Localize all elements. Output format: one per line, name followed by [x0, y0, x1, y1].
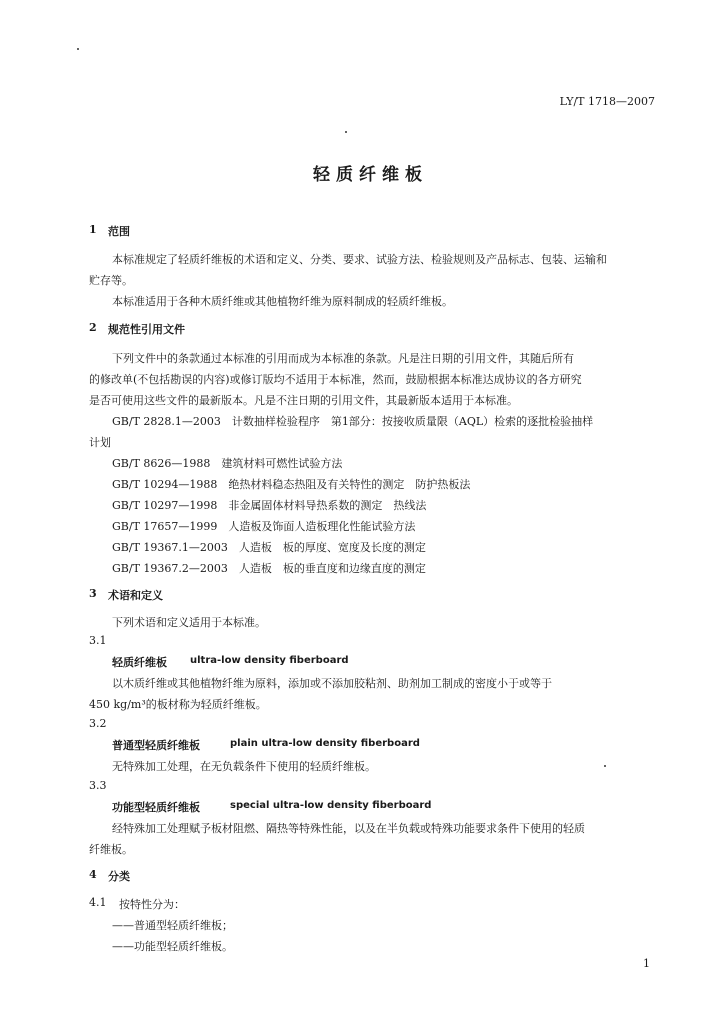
term-3-2-number: 3.2 — [89, 717, 107, 730]
section-2-para-line-2: 的修改单(不包括勘误的内容)或修订版均不适用于本标准，然而，鼓励根据本标准达成协议的各方研究 — [89, 373, 582, 386]
term-3-2-name: 普通型轻质纤维板 — [112, 739, 200, 752]
clause-4-1-number: 4.1 — [89, 896, 107, 909]
reference-item: GB/T 19367.2—2003 人造板 板的垂直度和边缘直度的测定 — [112, 562, 426, 575]
scan-speck — [77, 48, 79, 50]
reference-item: GB/T 17657—1999 人造板及饰面人造板理化性能试验方法 — [112, 520, 416, 533]
reference-item: GB/T 2828.1—2003 计数抽样检验程序 第1部分：按接收质量限（AQL）检索的逐批检验抽样 — [112, 415, 594, 428]
term-3-3-name: 功能型轻质纤维板 — [112, 801, 200, 814]
reference-item: GB/T 10294—1988 绝热材料稳态热阻及有关特性的测定 防护热板法 — [112, 478, 471, 491]
term-3-1-name: 轻质纤维板 — [112, 656, 167, 669]
section-3-intro: 下列术语和定义适用于本标准。 — [112, 616, 266, 629]
reference-item-continuation: 计划 — [89, 436, 111, 449]
section-1-para-1-line-2: 贮存等。 — [89, 274, 133, 287]
section-2-number: 2 — [89, 321, 97, 334]
scan-speck — [345, 131, 347, 133]
section-1-para-1-line-1: 本标准规定了轻质纤维板的术语和定义、分类、要求、试验方法、检验规则及产品标志、包装、运输和 — [112, 253, 607, 266]
classification-item: ——功能型轻质纤维板。 — [112, 940, 233, 953]
section-1-para-2: 本标准适用于各种木质纤维或其他植物纤维为原料制成的轻质纤维板。 — [112, 295, 453, 308]
term-3-3-def-line-2: 纤维板。 — [89, 843, 133, 856]
reference-item: GB/T 10297—1998 非金属固体材料导热系数的测定 热线法 — [112, 499, 427, 512]
section-4-number: 4 — [89, 868, 97, 881]
reference-item: GB/T 8626—1988 建筑材料可燃性试验方法 — [112, 457, 343, 470]
clause-4-1-text: 按特性分为： — [119, 898, 185, 911]
term-3-2-english: plain ultra-low density fiberboard — [230, 738, 420, 749]
term-3-1-english: ultra-low density fiberboard — [190, 655, 349, 666]
page-number: 1 — [643, 957, 650, 970]
scan-speck — [604, 765, 606, 767]
page-title: 轻质纤维板 — [313, 165, 428, 185]
term-3-1-def-line-1: 以木质纤维或其他植物纤维为原料，添加或不添加胶粘剂、助剂加工制成的密度小于或等于 — [112, 677, 552, 690]
term-3-1-number: 3.1 — [89, 634, 107, 647]
section-2-heading: 规范性引用文件 — [108, 323, 185, 336]
term-3-3-def-line-1: 经特殊加工处理赋予板材阻燃、隔热等特殊性能，以及在半负载或特殊功能要求条件下使用的轻质 — [112, 822, 585, 835]
classification-item: ——普通型轻质纤维板； — [112, 919, 233, 932]
section-1-heading: 范围 — [108, 225, 130, 238]
standard-code: LY/T 1718—2007 — [559, 95, 655, 108]
term-3-3-english: special ultra-low density fiberboard — [230, 800, 432, 811]
section-1-number: 1 — [89, 223, 97, 236]
section-2-para-line-3: 是否可使用这些文件的最新版本。凡是不注日期的引用文件，其最新版本适用于本标准。 — [89, 394, 518, 407]
section-2-para-line-1: 下列文件中的条款通过本标准的引用而成为本标准的条款。凡是注日期的引用文件，其随后所有 — [112, 352, 574, 365]
term-3-2-def-line-1: 无特殊加工处理，在无负载条件下使用的轻质纤维板。 — [112, 760, 376, 773]
section-4-heading: 分类 — [108, 870, 130, 883]
section-3-heading: 术语和定义 — [108, 589, 163, 602]
term-3-1-def-line-2: 450 kg/m³的板材称为轻质纤维板。 — [89, 698, 267, 711]
reference-item: GB/T 19367.1—2003 人造板 板的厚度、宽度及长度的测定 — [112, 541, 426, 554]
term-3-3-number: 3.3 — [89, 779, 107, 792]
section-3-number: 3 — [89, 587, 97, 600]
